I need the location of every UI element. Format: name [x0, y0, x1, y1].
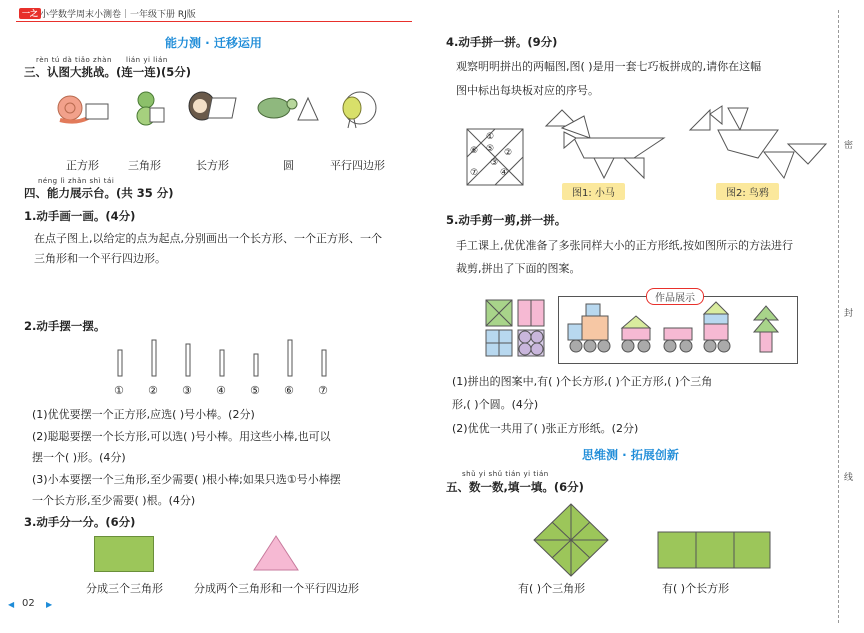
train-and-tree-figure	[564, 300, 794, 360]
pinyin: néng lì zhǎn shì tái	[38, 177, 115, 185]
q2-part2-line1: (2)聪聪要摆一个长方形,可以选( )号小棒。用这些小棒,也可以	[32, 430, 331, 443]
hedgehog-parallelogram-image	[186, 88, 238, 128]
q3b-title: 3.动手分一分。(6分)	[24, 515, 136, 529]
r-q5b-caption1: 有( )个三角形	[518, 582, 586, 595]
r-q5-part1-line2: 形,( )个圆。(4分)	[452, 398, 539, 411]
turtle-triangle-image	[254, 92, 320, 126]
frog-square-image	[130, 88, 170, 128]
piece-label: ③	[490, 158, 499, 168]
q4-title: 四、能力展示台。(共 35 分)	[24, 186, 174, 200]
section-title-ability: 能力测 · 迁移运用	[165, 36, 262, 50]
bird-circle-image	[338, 88, 382, 132]
tangram-crow	[688, 104, 828, 180]
green-rectangles	[656, 530, 772, 570]
r-q5-line1: 手工课上,优优准备了多张同样大小的正方形纸,按如图所示的方法进行	[456, 239, 793, 252]
display-label: 作品展示	[646, 288, 704, 305]
series-badge: 一之	[19, 8, 41, 19]
r-q5b-title: 五、数一数,填一填。(6分)	[446, 480, 584, 494]
q2-part3-line2: 一个长方形,至少需要( )根。(4分)	[32, 494, 196, 507]
fig1-caption: 图1: 小马	[562, 183, 625, 200]
q2-part2-line2: 摆一个( )形。(4分)	[32, 451, 126, 464]
r-q4-title: 4.动手拼一拼。(9分)	[446, 35, 558, 49]
q2-part1: (1)优优要摆一个正方形,应选( )号小棒。(2分)	[32, 408, 255, 421]
r-q5b-caption2: 有( )个长方形	[662, 582, 730, 595]
pinyin: shǔ yi shǔ tián yi tián	[462, 470, 549, 478]
r-q5-part1-line1: (1)拼出的图案中,有( )个长方形,( )个正方形,( )个三角	[452, 375, 713, 388]
stick-label: ②	[148, 384, 158, 397]
piece-label: ⑦	[470, 168, 479, 178]
page-number: 02	[22, 598, 35, 609]
q3b-caption2: 分成两个三角形和一个平行四边形	[194, 582, 359, 595]
shape-name-parallelogram: 平行四边形	[330, 159, 385, 172]
fig2-caption: 图2: 鸟鸦	[716, 183, 779, 200]
q3b-caption1: 分成三个三角形	[86, 582, 163, 595]
stick-label: ⑦	[318, 384, 328, 397]
q2-title: 2.动手摆一摆。	[24, 319, 106, 333]
sticks-figure	[110, 336, 340, 386]
seal-label: 封	[844, 309, 854, 319]
seal-line	[838, 10, 839, 623]
stick-label: ④	[216, 384, 226, 397]
q3-title: 三、认图大挑战。(连一连)(5分)	[24, 65, 192, 79]
stick-label: ③	[182, 384, 192, 397]
tangram-horse	[544, 108, 666, 180]
shape-name-square: 正方形	[66, 159, 99, 172]
q1-title: 1.动手画一画。(4分)	[24, 209, 136, 223]
shape-name-circle: 圆	[283, 159, 294, 172]
stick-label: ⑤	[250, 384, 260, 397]
prev-page-icon: ◀	[8, 600, 15, 609]
piece-label: ④	[500, 168, 509, 178]
shape-name-triangle: 三角形	[128, 159, 161, 172]
pinyin: rèn tú dà tiǎo zhàn	[36, 56, 112, 64]
r-q4-line1: 观察明明拼出的两幅图,图( )是用一套七巧板拼成的,请你在这幅	[456, 60, 762, 73]
next-page-icon: ▶	[46, 600, 53, 609]
piece-label: ②	[504, 148, 513, 158]
r-q4-line2: 图中标出每块板对应的序号。	[456, 84, 599, 97]
header-title: 小学数学周末小测卷｜一年级下册 RJ版	[40, 10, 196, 20]
green-diamond	[532, 502, 610, 578]
q1-text-line1: 在点子图上,以给定的点为起点,分别画出一个长方形、一个正方形、一个	[34, 232, 382, 245]
piece-label: ⑥	[470, 146, 479, 156]
r-q5-part2: (2)优优一共用了( )张正方形纸。(2分)	[452, 422, 639, 435]
section-title-thinking: 思维测 · 拓展创新	[582, 448, 679, 462]
cut-squares	[484, 298, 550, 358]
snail-rectangle-image	[56, 90, 116, 130]
seal-label: 线	[844, 473, 854, 483]
q1-text-line2: 三角形和一个平行四边形。	[34, 252, 166, 265]
stick-label: ①	[114, 384, 124, 397]
q2-part3-line1: (3)小本要摆一个三角形,至少需要( )根小棒;如果只选①号小棒摆	[32, 473, 341, 486]
r-q5-title: 5.动手剪一剪,拼一拼。	[446, 213, 567, 227]
stick-label: ⑥	[284, 384, 294, 397]
green-rectangle	[94, 536, 154, 572]
shape-name-rectangle: 长方形	[196, 159, 229, 172]
header-rule	[16, 21, 412, 22]
pinyin: lián yi lián	[126, 56, 168, 64]
piece-label: ①	[486, 132, 495, 142]
seal-label: 密	[844, 141, 854, 151]
pink-triangle	[252, 534, 300, 572]
piece-label: ⑤	[486, 144, 495, 154]
r-q5-line2: 裁剪,拼出了下面的图案。	[456, 262, 581, 275]
